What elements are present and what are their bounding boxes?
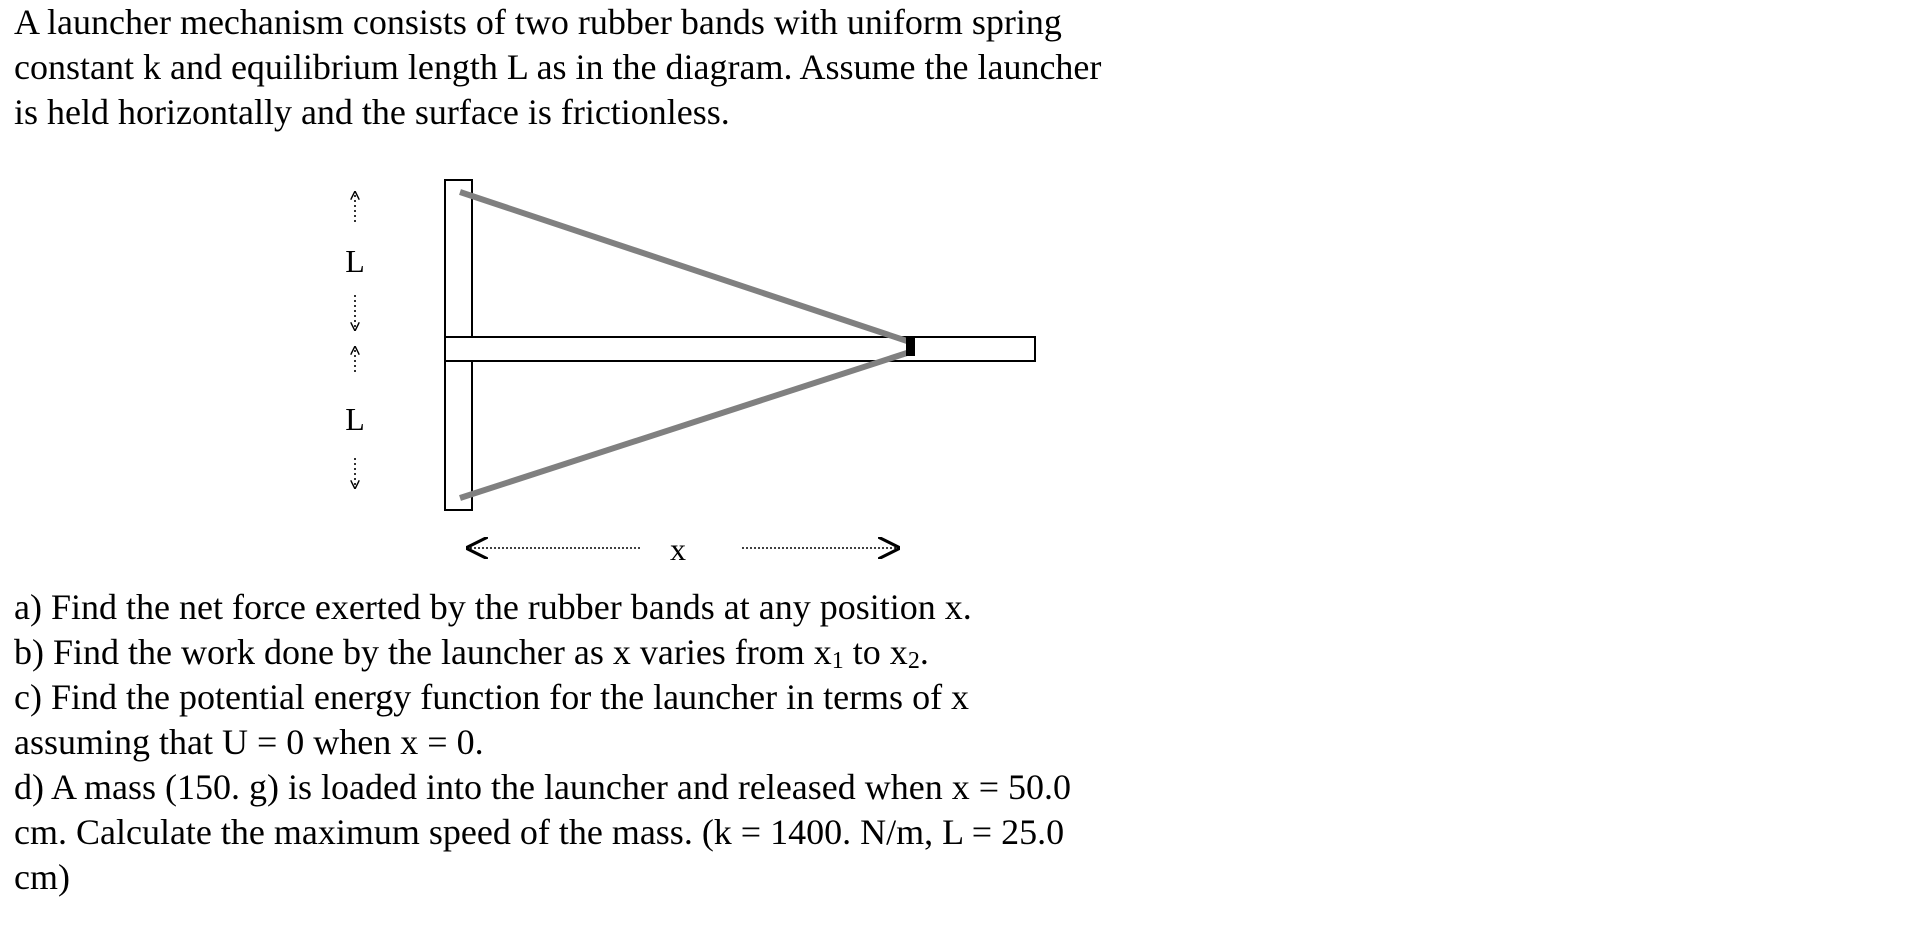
upper-length-label: L: [345, 243, 365, 279]
projectile-holder: [906, 336, 915, 356]
question-d-line-2: cm. Calculate the maximum speed of the mass. (k = 1400. N/m, L = 25.0: [14, 812, 1065, 852]
question-b-sub-2: 2: [907, 648, 920, 674]
x-label: x: [670, 531, 686, 567]
intro-line-1: A launcher mechanism consists of two rubber bands with uniform spring: [14, 2, 1062, 42]
intro-line-3: is held horizontally and the surface is frictionless.: [14, 92, 730, 132]
question-b-sub-1: 1: [831, 648, 844, 674]
question-d-line-3: cm): [14, 857, 70, 897]
question-a: a) Find the net force exerted by the rubber bands at any position x.: [14, 587, 972, 627]
upper-rubber-band: [460, 192, 910, 342]
horizontal-track: [445, 337, 1035, 361]
question-c-line-1: c) Find the potential energy function for the launcher in terms of x: [14, 677, 970, 717]
question-d-line-1: d) A mass (150. g) is loaded into the launcher and released when x = 50.0: [14, 767, 1072, 807]
lower-rubber-band: [460, 352, 910, 498]
question-b-suffix: .: [919, 632, 929, 672]
lower-length-label: L: [345, 401, 365, 437]
question-b: [14, 630, 1514, 675]
question-c-line-2: assuming that U = 0 when x = 0.: [14, 722, 484, 762]
question-b-mid: to x: [843, 632, 908, 672]
question-b-prefix: b) Find the work done by the launcher as x varies from x: [14, 632, 832, 672]
intro-line-2: constant k and equilibrium length L as in the diagram. Assume the launcher: [14, 47, 1102, 87]
problem-questions: [14, 585, 1514, 900]
